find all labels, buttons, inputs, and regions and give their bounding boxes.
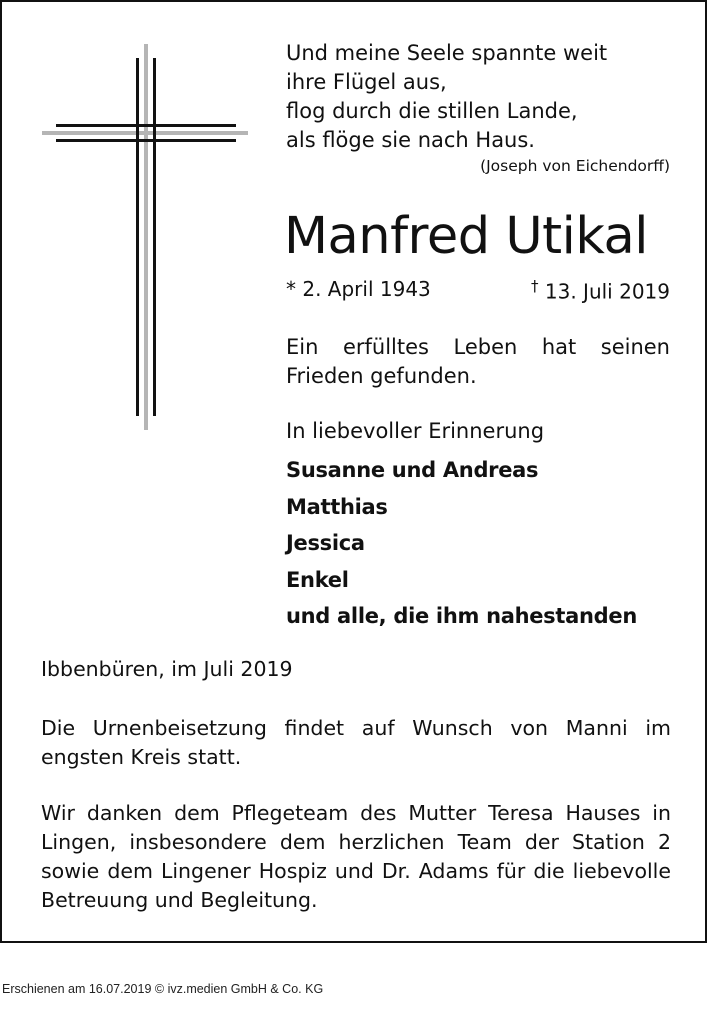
burial-notice: Die Urnenbeisetzung findet auf Wunsch von Manni im engsten Kreis statt. xyxy=(41,716,671,769)
poem-line: flog durch die stillen Lande, xyxy=(286,99,578,123)
poem-line: als flöge sie nach Haus. xyxy=(286,128,535,152)
mourner: Enkel xyxy=(286,567,349,592)
deceased-name: Manfred Utikal xyxy=(284,207,648,266)
death-date: 13. Juli 2019 xyxy=(544,279,670,304)
poem xyxy=(286,39,670,155)
memory-intro: In liebevoller Erinnerung xyxy=(286,419,545,443)
mourner: Jessica xyxy=(286,531,365,555)
place-date: Ibbenbüren, im Juli 2019 xyxy=(41,657,293,681)
mourner: Susanne und Andreas xyxy=(286,458,539,482)
life-text: Ein erfülltes Leben hat seinen Frieden gefunden. xyxy=(286,335,670,388)
thanks-notice: Wir danken dem Pflegeteam des Mutter Teresa Hauses in Lingen, insbesondere dem herzlichen Team der Station 2 sowie dem Lingener Hospiz und Dr. Adams für die liebevolle Betreuung und Begleitung. xyxy=(41,801,671,912)
poem-line: Und meine Seele spannte weit xyxy=(286,41,608,65)
death-date-group xyxy=(531,277,670,304)
mourner: und alle, die ihm nahestanden xyxy=(286,604,637,628)
death-dagger-icon: † xyxy=(531,277,539,295)
publication-footer: Erschienen am 16.07.2019 © ivz.medien GmbH & Co. KG xyxy=(2,982,324,996)
mourners-list xyxy=(286,452,676,635)
cross-icon xyxy=(40,42,250,432)
poem-author: (Joseph von Eichendorff) xyxy=(480,157,670,175)
birth-date: * 2. April 1943 xyxy=(286,277,431,301)
poem-line: ihre Flügel aus, xyxy=(286,70,447,94)
mourner: Matthias xyxy=(286,494,388,519)
